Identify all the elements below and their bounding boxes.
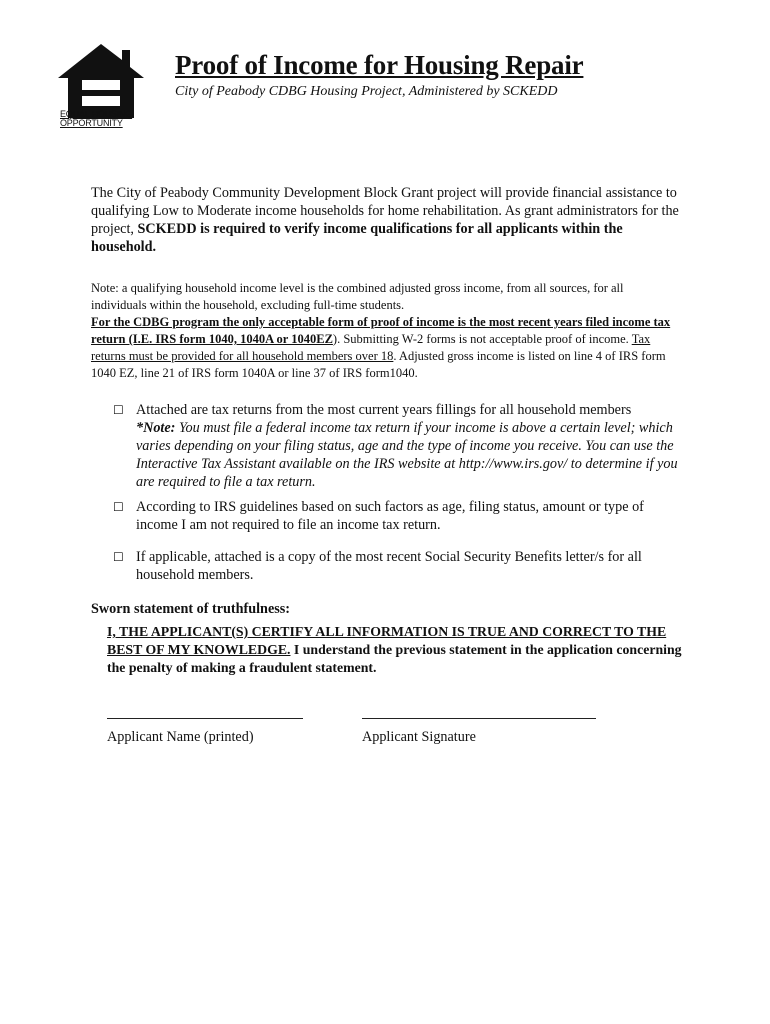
sworn-rest: I understand the previous statement in the application concerning the penalty of making a fraudulent statement. <box>107 642 682 675</box>
sworn-certification: I, THE APPLICANT(S) CERTIFY ALL INFORMATION IS TRUE AND CORRECT TO THE BEST OF MY KNOWLEDGE. <box>107 624 667 657</box>
note-requirement: For the CDBG program the only acceptable form of proof of income is the most recent years filed income tax return (I.E. IRS form 1040, 1040A or 1040EZ <box>91 315 671 346</box>
page-title: Proof of Income for Housing Repair <box>175 50 584 80</box>
option-social-security-label: If applicable, attached is a copy of the most recent Social Security Benefits letter/s for all household members. <box>136 549 642 583</box>
note-paragraph <box>91 280 681 382</box>
option-not-required <box>113 498 688 534</box>
applicant-signature-line[interactable] <box>362 718 596 719</box>
intro-text: The City of Peabody Community Development Block Grant project will provide financial assistance to qualifying Low to Moderate income households for home rehabilitation. As grant administrators for the project, <box>91 185 679 237</box>
note-text-2: ). Submitting W-2 forms is not acceptable proof of income. <box>332 332 632 346</box>
logo-caption-line1: EQUAL HOUSING <box>60 109 133 119</box>
sworn-statement <box>107 623 682 677</box>
option-tax-returns-note <box>136 419 688 491</box>
note-label: *Note: <box>136 420 176 436</box>
note-text-3: . Adjusted gross income is listed on line 4 of IRS form 1040 EZ, line 21 of IRS form 1040A or line 37 of IRS form1040. <box>91 349 666 380</box>
intro-bold-text: SCKEDD is required to verify income qualifications for all applicants within the household. <box>91 221 623 255</box>
sworn-heading: Sworn statement of truthfulness: <box>91 601 291 617</box>
checkbox-social-security[interactable]: ☐ <box>113 550 124 564</box>
option-tax-returns <box>113 401 688 491</box>
intro-paragraph <box>91 184 681 256</box>
checkbox-not-required[interactable]: ☐ <box>113 500 124 514</box>
logo-caption-line2: OPPORTUNITY <box>60 118 123 128</box>
option-not-required-label: According to IRS guidelines based on such factors as age, filing status, amount or type of income I am not required to file an income tax return. <box>136 499 644 533</box>
applicant-name-label: Applicant Name (printed) <box>107 729 254 745</box>
applicant-signature-label: Applicant Signature <box>362 729 476 745</box>
logo-caption <box>60 110 144 128</box>
note-underlined: Tax returns must be provided for all household members over 18 <box>91 332 651 363</box>
checkbox-tax-returns[interactable]: ☐ <box>113 403 124 417</box>
option-tax-returns-label: Attached are tax returns from the most current years fillings for all household members <box>136 402 632 418</box>
page-subtitle: City of Peabody CDBG Housing Project, Administered by SCKEDD <box>175 84 558 99</box>
applicant-name-line[interactable] <box>107 718 303 719</box>
note-text-1: Note: a qualifying household income level is the combined adjusted gross income, from all sources, for all individuals within the household, excluding full-time students. <box>91 281 624 312</box>
note-body: You must file a federal income tax return if your income is above a certain level; which varies depending on your filing status, age and the type of income you receive. You can use the Interactive Tax Assistant available on the IRS website at http://www.irs.gov/ to determine if you are required to file a tax return. <box>136 420 678 490</box>
option-social-security <box>113 548 688 584</box>
